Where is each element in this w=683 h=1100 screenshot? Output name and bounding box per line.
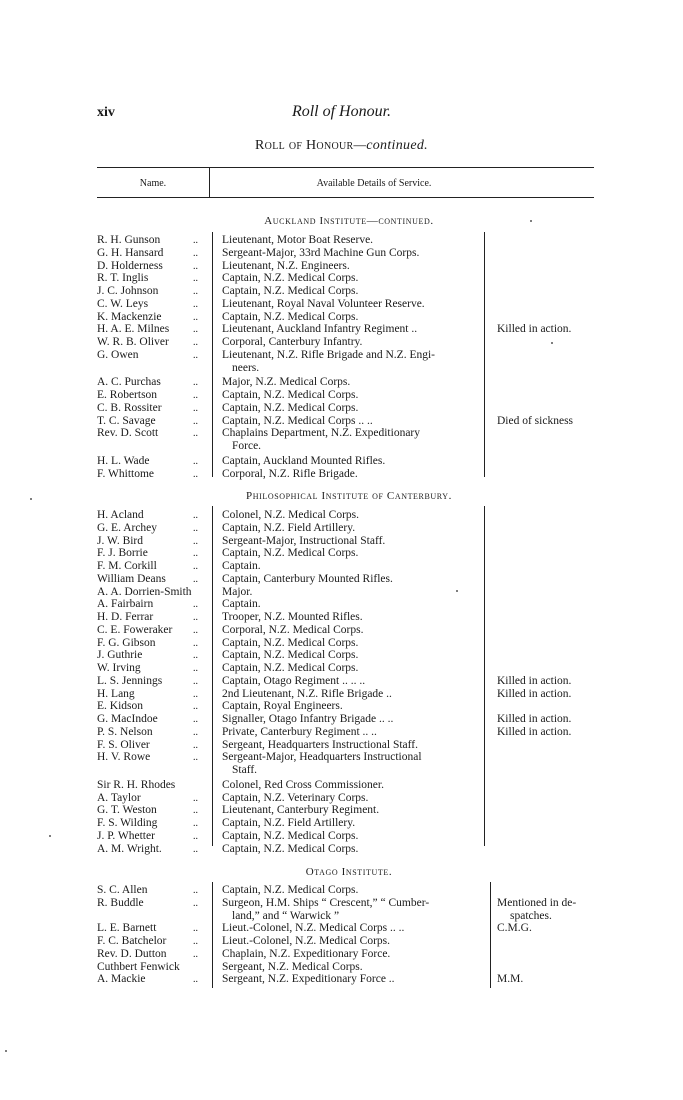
person-name: F. S. Oliver (97, 738, 150, 751)
leader-dots: .. (193, 522, 198, 534)
service-detail: Corporal, Canterbury Infantry. (222, 336, 363, 348)
person-name: A. Taylor (97, 791, 141, 804)
service-detail: Captain, Canterbury Mounted Rifles. (222, 572, 393, 585)
page-speck (30, 498, 32, 500)
service-detail: Chaplain, N.Z. Expeditionary Force. (222, 947, 391, 960)
person-name: L. S. Jennings (97, 674, 163, 687)
table-row (0, 376, 683, 389)
service-detail: Captain, Auckland Mounted Rifles. (222, 454, 386, 467)
leader-dots: .. (193, 390, 198, 401)
person-name: L. E. Barnett (97, 922, 157, 935)
page-speck (551, 342, 553, 344)
person-name: A. A. Dorrien-Smith (97, 585, 192, 598)
person-name: F. G. Gibson (97, 636, 156, 649)
service-remark: Killed in action. (497, 687, 572, 700)
person-name: H. L. Wade (97, 454, 150, 467)
person-name: Rev. D. Dutton (97, 947, 167, 960)
table-row (0, 948, 683, 961)
leader-dots: .. (193, 349, 198, 361)
leader-dots: .. (193, 535, 198, 547)
leader-dots: .. (193, 311, 198, 323)
person-name: F. S. Wilding (97, 817, 158, 829)
person-name: S. C. Allen (97, 884, 148, 896)
leader-dots: .. (193, 752, 198, 764)
service-detail: Corporal, N.Z. Rifle Brigade. (222, 467, 358, 480)
table-row (0, 260, 683, 273)
service-detail: Sergeant, N.Z. Medical Corps. (222, 960, 363, 973)
table-row (0, 285, 683, 298)
table-row (0, 468, 683, 481)
service-detail: Lieutenant, N.Z. Rifle Brigade and N.Z. Engi- (222, 348, 436, 361)
person-name: F. M. Corkill (97, 560, 157, 572)
service-remark: Killed in action. (497, 323, 572, 336)
person-name: A. M. Wright. (97, 842, 162, 855)
table-row (0, 311, 683, 324)
table-row (0, 830, 683, 843)
leader-dots: .. (193, 843, 198, 855)
service-remark: Mentioned in de- (497, 896, 577, 909)
service-detail: Sergeant-Major, Headquarters Instructional (222, 751, 422, 764)
person-name: P. S. Nelson (97, 725, 153, 738)
service-detail: Captain, N.Z. Medical Corps. (222, 272, 359, 285)
service-remark-continued: spatches. (510, 909, 552, 922)
person-name: Sir R. H. Rhodes (97, 778, 176, 791)
person-name: W. Irving (97, 662, 141, 674)
service-detail: Colonel, Red Cross Commissioner. (222, 778, 384, 791)
table-row (0, 688, 683, 701)
table-row (0, 234, 683, 247)
person-name: A. Fairbairn (97, 598, 154, 611)
person-name: C. W. Leys (97, 297, 149, 310)
service-remark: C.M.G. (497, 922, 532, 935)
service-detail: Captain, N.Z. Medical Corps. (222, 547, 359, 560)
leader-dots: .. (193, 260, 198, 272)
person-name: W. R. B. Oliver (97, 336, 169, 348)
running-head: Roll of Honour. (291, 103, 392, 120)
leader-dots: .. (193, 510, 198, 521)
table-row (0, 573, 683, 586)
table-row (0, 751, 683, 764)
service-detail: Captain, N.Z. Medical Corps. (222, 842, 359, 855)
table-row (0, 700, 683, 713)
table-row (0, 402, 683, 415)
service-detail: Sergeant, Headquarters Instructional Staff. (222, 738, 418, 751)
leader-dots: .. (193, 548, 198, 560)
leader-dots: .. (193, 948, 198, 960)
service-detail: Signaller, Otago Infantry Brigade .. .. (222, 713, 394, 725)
person-name: G. Owen (97, 348, 139, 361)
person-name: Cuthbert Fenwick (97, 960, 180, 973)
leader-dots: .. (193, 612, 198, 623)
leader-dots: .. (193, 573, 198, 585)
person-name: J. C. Johnson (97, 285, 159, 297)
leader-dots: .. (193, 830, 198, 842)
service-detail: Captain, N.Z. Medical Corps. (222, 285, 359, 297)
service-detail: 2nd Lieutenant, N.Z. Rifle Brigade .. (222, 687, 392, 700)
service-remark: Died of sickness (497, 414, 574, 427)
service-detail: Sergeant-Major, Instructional Staff. (222, 534, 386, 547)
service-detail: Captain, N.Z. Medical Corps. (222, 649, 359, 662)
table-row (0, 624, 683, 637)
table-row (0, 389, 683, 402)
service-detail: Lieut.-Colonel, N.Z. Medical Corps. (222, 935, 390, 947)
table-row (0, 547, 683, 560)
person-name: G. E. Archey (97, 521, 158, 534)
leader-dots: .. (193, 701, 198, 713)
table-row (0, 535, 683, 548)
table-row (0, 961, 683, 974)
section-heading: Auckland Institute—continued. (264, 215, 434, 227)
service-detail: Corporal, N.Z. Medical Corps. (222, 623, 364, 636)
leader-dots: .. (193, 402, 198, 414)
table-row (0, 509, 683, 522)
header-bottom-rule (97, 197, 594, 198)
leader-dots: .. (193, 650, 198, 662)
person-name: T. C. Savage (97, 414, 156, 427)
leader-dots: .. (193, 235, 198, 246)
table-row (0, 713, 683, 726)
column-header-details: Available Details of Service. (316, 178, 432, 189)
table-row (0, 843, 683, 856)
person-name: R. T. Inglis (97, 272, 149, 285)
section-heading: Philosophical Institute of Canterbury. (245, 490, 453, 502)
table-row (0, 611, 683, 624)
table-row (0, 637, 683, 650)
page-speck (456, 590, 458, 592)
leader-dots: .. (193, 688, 198, 700)
table-row (0, 415, 683, 428)
leader-dots: .. (193, 805, 198, 817)
service-detail: Lieutenant, Canterbury Regiment. (222, 804, 380, 817)
leader-dots: .. (193, 599, 198, 611)
header-top-rule (97, 167, 594, 168)
leader-dots: .. (193, 663, 198, 674)
leader-dots: .. (193, 286, 198, 297)
leader-dots: .. (193, 675, 198, 687)
leader-dots: .. (193, 885, 198, 896)
person-name: William Deans (97, 572, 166, 585)
table-row (0, 560, 683, 573)
service-detail: Captain. (222, 560, 261, 572)
service-remark: Killed in action. (497, 725, 572, 738)
leader-dots: .. (193, 792, 198, 804)
table-row (0, 675, 683, 688)
service-detail: Captain, N.Z. Medical Corps. (222, 636, 359, 649)
table-row (0, 649, 683, 662)
table-row (0, 586, 683, 599)
service-detail: Lieutenant, Motor Boat Reserve. (222, 234, 374, 246)
leader-dots: .. (193, 415, 198, 427)
title-continued: —continued. (353, 138, 428, 153)
person-name: E. Kidson (97, 700, 143, 713)
title-main: Roll of Honour (255, 138, 354, 153)
service-remark: Killed in action. (497, 713, 572, 725)
table-row (0, 804, 683, 817)
service-detail: Lieutenant, Auckland Infantry Regiment .. (222, 323, 418, 336)
person-name: E. Robertson (97, 389, 158, 401)
table-row (0, 455, 683, 468)
service-detail-continued: land,” and “ Warwick ” (232, 909, 340, 922)
section-heading: Otago Institute. (305, 866, 393, 878)
person-name: R. H. Gunson (97, 234, 161, 246)
service-detail: Captain, N.Z. Medical Corps. (222, 884, 359, 896)
service-detail: Captain, N.Z. Medical Corps. (222, 662, 359, 674)
column-header-name: Name. (139, 178, 167, 189)
leader-dots: .. (193, 818, 198, 829)
person-name: C. E. Foweraker (97, 623, 173, 636)
person-name: K. Mackenzie (97, 310, 162, 323)
person-name: A. Mackie (97, 973, 146, 986)
leader-dots: .. (193, 624, 198, 636)
service-detail: Sergeant, N.Z. Expeditionary Force .. (222, 973, 395, 986)
person-name: G. MacIndoe (97, 713, 158, 725)
leader-dots: .. (193, 714, 198, 725)
service-detail: Captain. (222, 598, 261, 611)
person-name: J. Guthrie (97, 649, 143, 662)
service-detail: Colonel, N.Z. Medical Corps. (222, 509, 360, 521)
table-row (0, 662, 683, 675)
leader-dots: .. (193, 455, 198, 467)
service-detail: Major, N.Z. Medical Corps. (222, 376, 351, 389)
service-remark: Killed in action. (497, 674, 572, 687)
leader-dots: .. (193, 273, 198, 285)
person-name: H. A. E. Milnes (97, 323, 170, 336)
page-title (0, 138, 683, 154)
leader-dots: .. (193, 561, 198, 572)
person-name: F. C. Batchelor (97, 935, 167, 947)
person-name: A. C. Purchas (97, 376, 161, 389)
leader-dots: .. (193, 637, 198, 649)
person-name: J. W. Bird (97, 534, 144, 547)
service-detail: Captain, N.Z. Medical Corps. (222, 829, 359, 842)
person-name: G. H. Hansard (97, 246, 164, 259)
person-name: J. P. Whetter (97, 829, 155, 842)
leader-dots: .. (193, 324, 198, 336)
service-detail: Major. (222, 585, 253, 598)
page-speck (49, 835, 51, 837)
table-row (0, 336, 683, 349)
table-row (0, 779, 683, 792)
table-row (0, 298, 683, 311)
person-name: G. T. Weston (97, 804, 157, 817)
person-name: H. D. Ferrar (97, 611, 154, 623)
service-detail-continued: neers. (232, 361, 260, 374)
person-name: Rev. D. Scott (97, 427, 159, 440)
leader-dots: .. (193, 739, 198, 751)
service-detail: Captain, N.Z. Field Artillery. (222, 521, 356, 534)
service-detail: Sergeant-Major, 33rd Machine Gun Corps. (222, 246, 420, 259)
leader-dots: .. (193, 298, 198, 310)
table-row (0, 792, 683, 805)
table-row (0, 427, 683, 440)
leader-dots: .. (193, 468, 198, 480)
service-detail: Captain, N.Z. Veterinary Corps. (222, 791, 369, 804)
table-row (0, 922, 683, 935)
table-row (0, 726, 683, 739)
service-detail: Chaplains Department, N.Z. Expeditionary (222, 427, 421, 440)
leader-dots: .. (193, 377, 198, 389)
table-row (0, 973, 683, 986)
leader-dots: .. (193, 337, 198, 348)
service-detail: Captain, N.Z. Medical Corps. (222, 401, 359, 414)
service-detail: Captain, N.Z. Medical Corps. (222, 310, 359, 323)
table-row (0, 739, 683, 752)
person-name: F. J. Borrie (97, 547, 148, 560)
leader-dots: .. (193, 726, 198, 738)
page-speck (530, 220, 532, 222)
person-name: D. Holderness (97, 259, 163, 272)
person-name: H. V. Rowe (97, 751, 151, 764)
table-row (0, 817, 683, 830)
service-detail: Private, Canterbury Regiment .. .. (222, 725, 377, 738)
service-detail: Trooper, N.Z. Mounted Rifles. (222, 611, 363, 623)
page-number: xiv (97, 105, 115, 120)
service-detail: Captain, N.Z. Medical Corps .. .. (222, 414, 373, 427)
person-name: R. Buddle (97, 896, 144, 909)
leader-dots: .. (193, 974, 198, 986)
table-row (0, 323, 683, 336)
leader-dots: .. (193, 897, 198, 909)
table-row (0, 349, 683, 362)
leader-dots: .. (193, 923, 198, 935)
service-detail: Captain, Royal Engineers. (222, 700, 343, 713)
person-name: H. Acland (97, 509, 144, 521)
table-row (0, 247, 683, 260)
service-detail-continued: Force. (232, 440, 262, 452)
service-detail: Captain, N.Z. Medical Corps. (222, 389, 359, 401)
service-detail: Captain, N.Z. Field Artillery. (222, 817, 356, 829)
table-row (0, 272, 683, 285)
person-name: F. Whittome (97, 467, 155, 480)
person-name: C. B. Rossiter (97, 401, 162, 414)
service-detail: Lieut.-Colonel, N.Z. Medical Corps .. .. (222, 922, 405, 935)
service-remark: M.M. (497, 973, 524, 986)
service-detail: Captain, Otago Regiment .. .. .. (222, 674, 366, 687)
service-detail: Lieutenant, N.Z. Engineers. (222, 259, 350, 272)
table-row (0, 897, 683, 910)
leader-dots: .. (193, 428, 198, 440)
table-row (0, 884, 683, 897)
table-row (0, 598, 683, 611)
person-name: H. Lang (97, 687, 135, 700)
leader-dots: .. (193, 936, 198, 947)
service-detail-continued: Staff. (232, 764, 258, 776)
leader-dots: .. (193, 247, 198, 259)
table-row (0, 935, 683, 948)
service-detail: Surgeon, H.M. Ships “ Crescent,” “ Cumber- (222, 896, 430, 909)
service-detail: Lieutenant, Royal Naval Volunteer Reserve. (222, 297, 425, 310)
page-speck (5, 1050, 7, 1052)
table-row (0, 522, 683, 535)
